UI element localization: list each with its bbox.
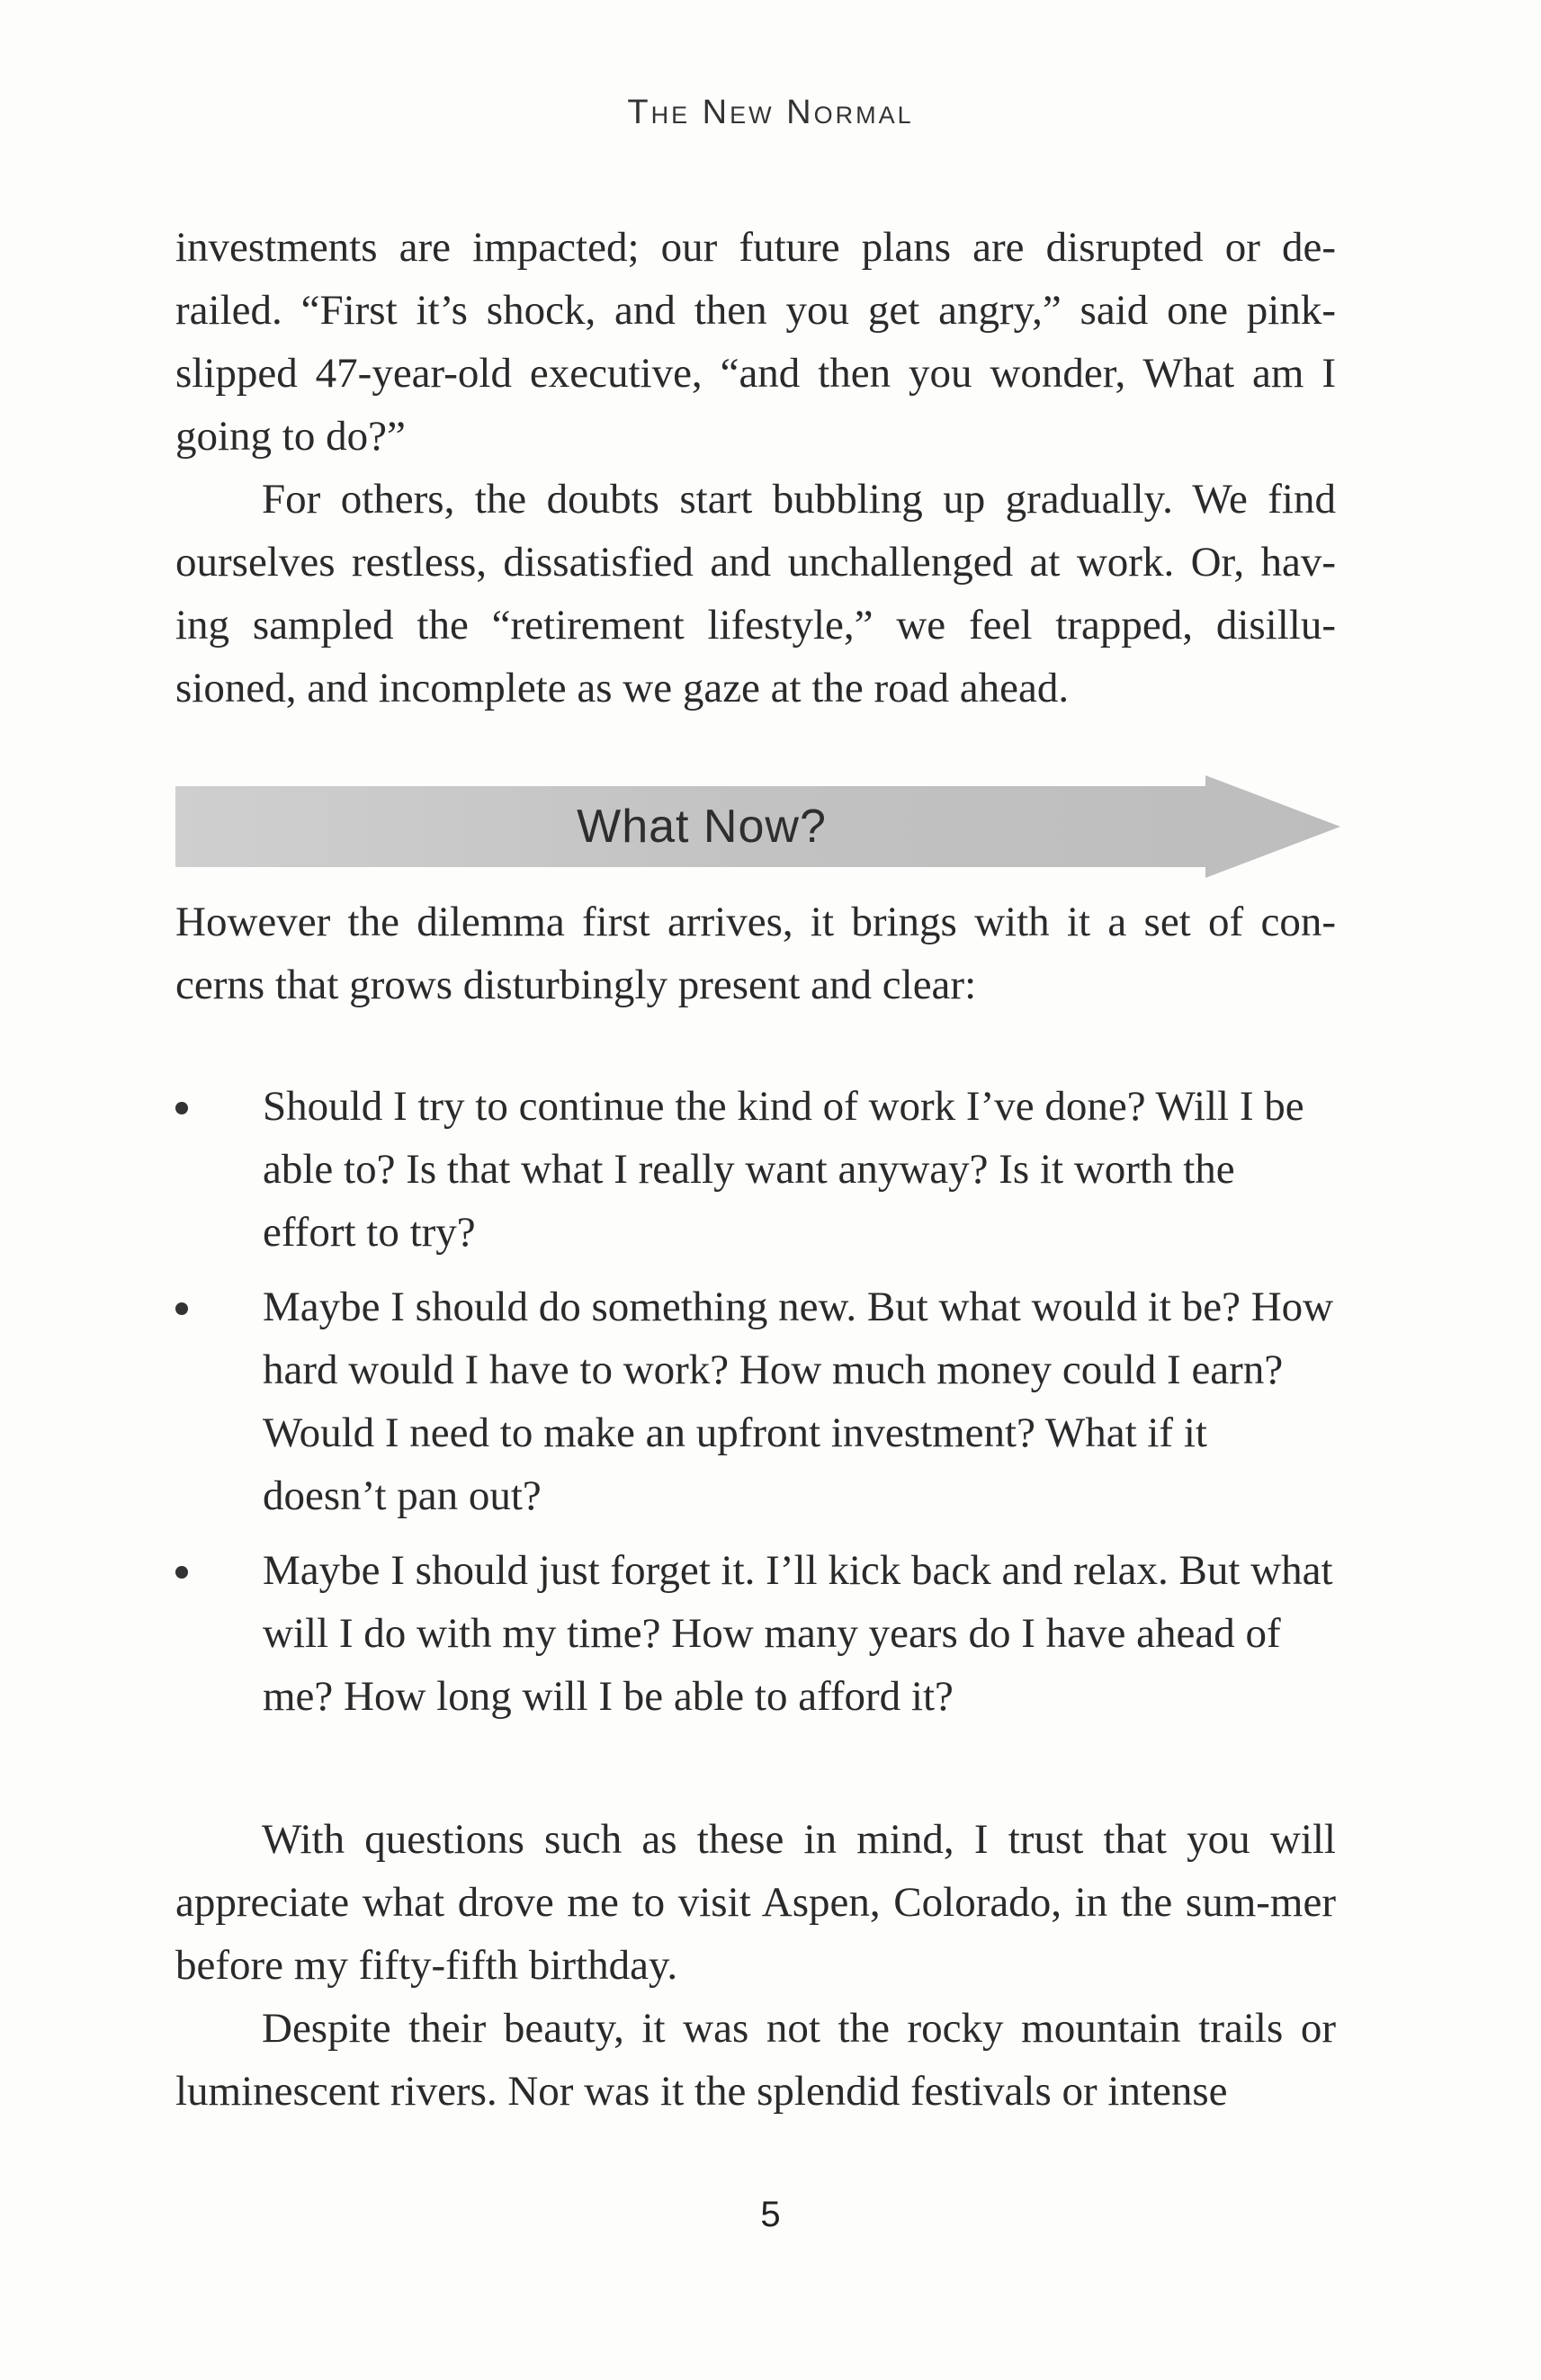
- list-item-text: Should I try to continue the kind of work I’ve done? Will I be able to? Is that what I really want anyway? Is it worth the effort to try?: [263, 1083, 1304, 1256]
- bullet-icon: [175, 1302, 188, 1315]
- paragraph: However the dilemma first arrives, it brings with it a set of con-cerns that grows disturbingly present and clear:: [175, 899, 1336, 1008]
- list-item: [175, 1075, 1336, 1264]
- list-item-text: Maybe I should do something new. But what would it be? How hard would I have to work? How much money could I earn? Would I need to make an upfront investment? What if it doesn’t pan out?: [263, 1284, 1334, 1519]
- bullet-icon: [175, 1102, 188, 1114]
- section-heading: What Now?: [577, 801, 827, 853]
- list-item: [175, 1275, 1336, 1527]
- paragraph: With questions such as these in mind, I trust that you will appreciate what drove me to visit Aspen, Colorado, in the sum-mer before my fifty-fifth birthday.: [175, 1816, 1336, 1989]
- list-item: [175, 1539, 1336, 1728]
- paragraph: investments are impacted; our future plans are disrupted or de-railed. “First it’s shock, and then you get angry,” said one pink-slipped 47-year-old executive, “and then you wonder, What am I going to do?”: [175, 224, 1336, 460]
- running-head: The New Normal: [627, 94, 914, 131]
- top-paragraphs: [175, 216, 1336, 720]
- concerns-list: [175, 1075, 1336, 1740]
- bullet-icon: [175, 1566, 188, 1579]
- list-item-text: Maybe I should just forget it. I’ll kick back and relax. But what will I do with my time? How many years do I have ahead of me? How long will I be able to afford it?: [263, 1547, 1333, 1720]
- section-arrow-banner: [175, 775, 1340, 878]
- paragraph: Despite their beauty, it was not the rocky mountain trails or luminescent rivers. Nor was it the splendid festivals or intense: [175, 2005, 1336, 2115]
- bottom-paragraphs: [175, 1808, 1336, 2123]
- page-number: 5: [760, 2195, 781, 2234]
- paragraph: For others, the doubts start bubbling up gradually. We find ourselves restless, dissatisfied and unchallenged at work. Or, hav-ing sampled the “retirement lifestyle,” we feel trapped, disillu-sioned, and incomplete as we gaze at the road ahead.: [175, 476, 1336, 711]
- intro-paragraph: [175, 890, 1336, 1016]
